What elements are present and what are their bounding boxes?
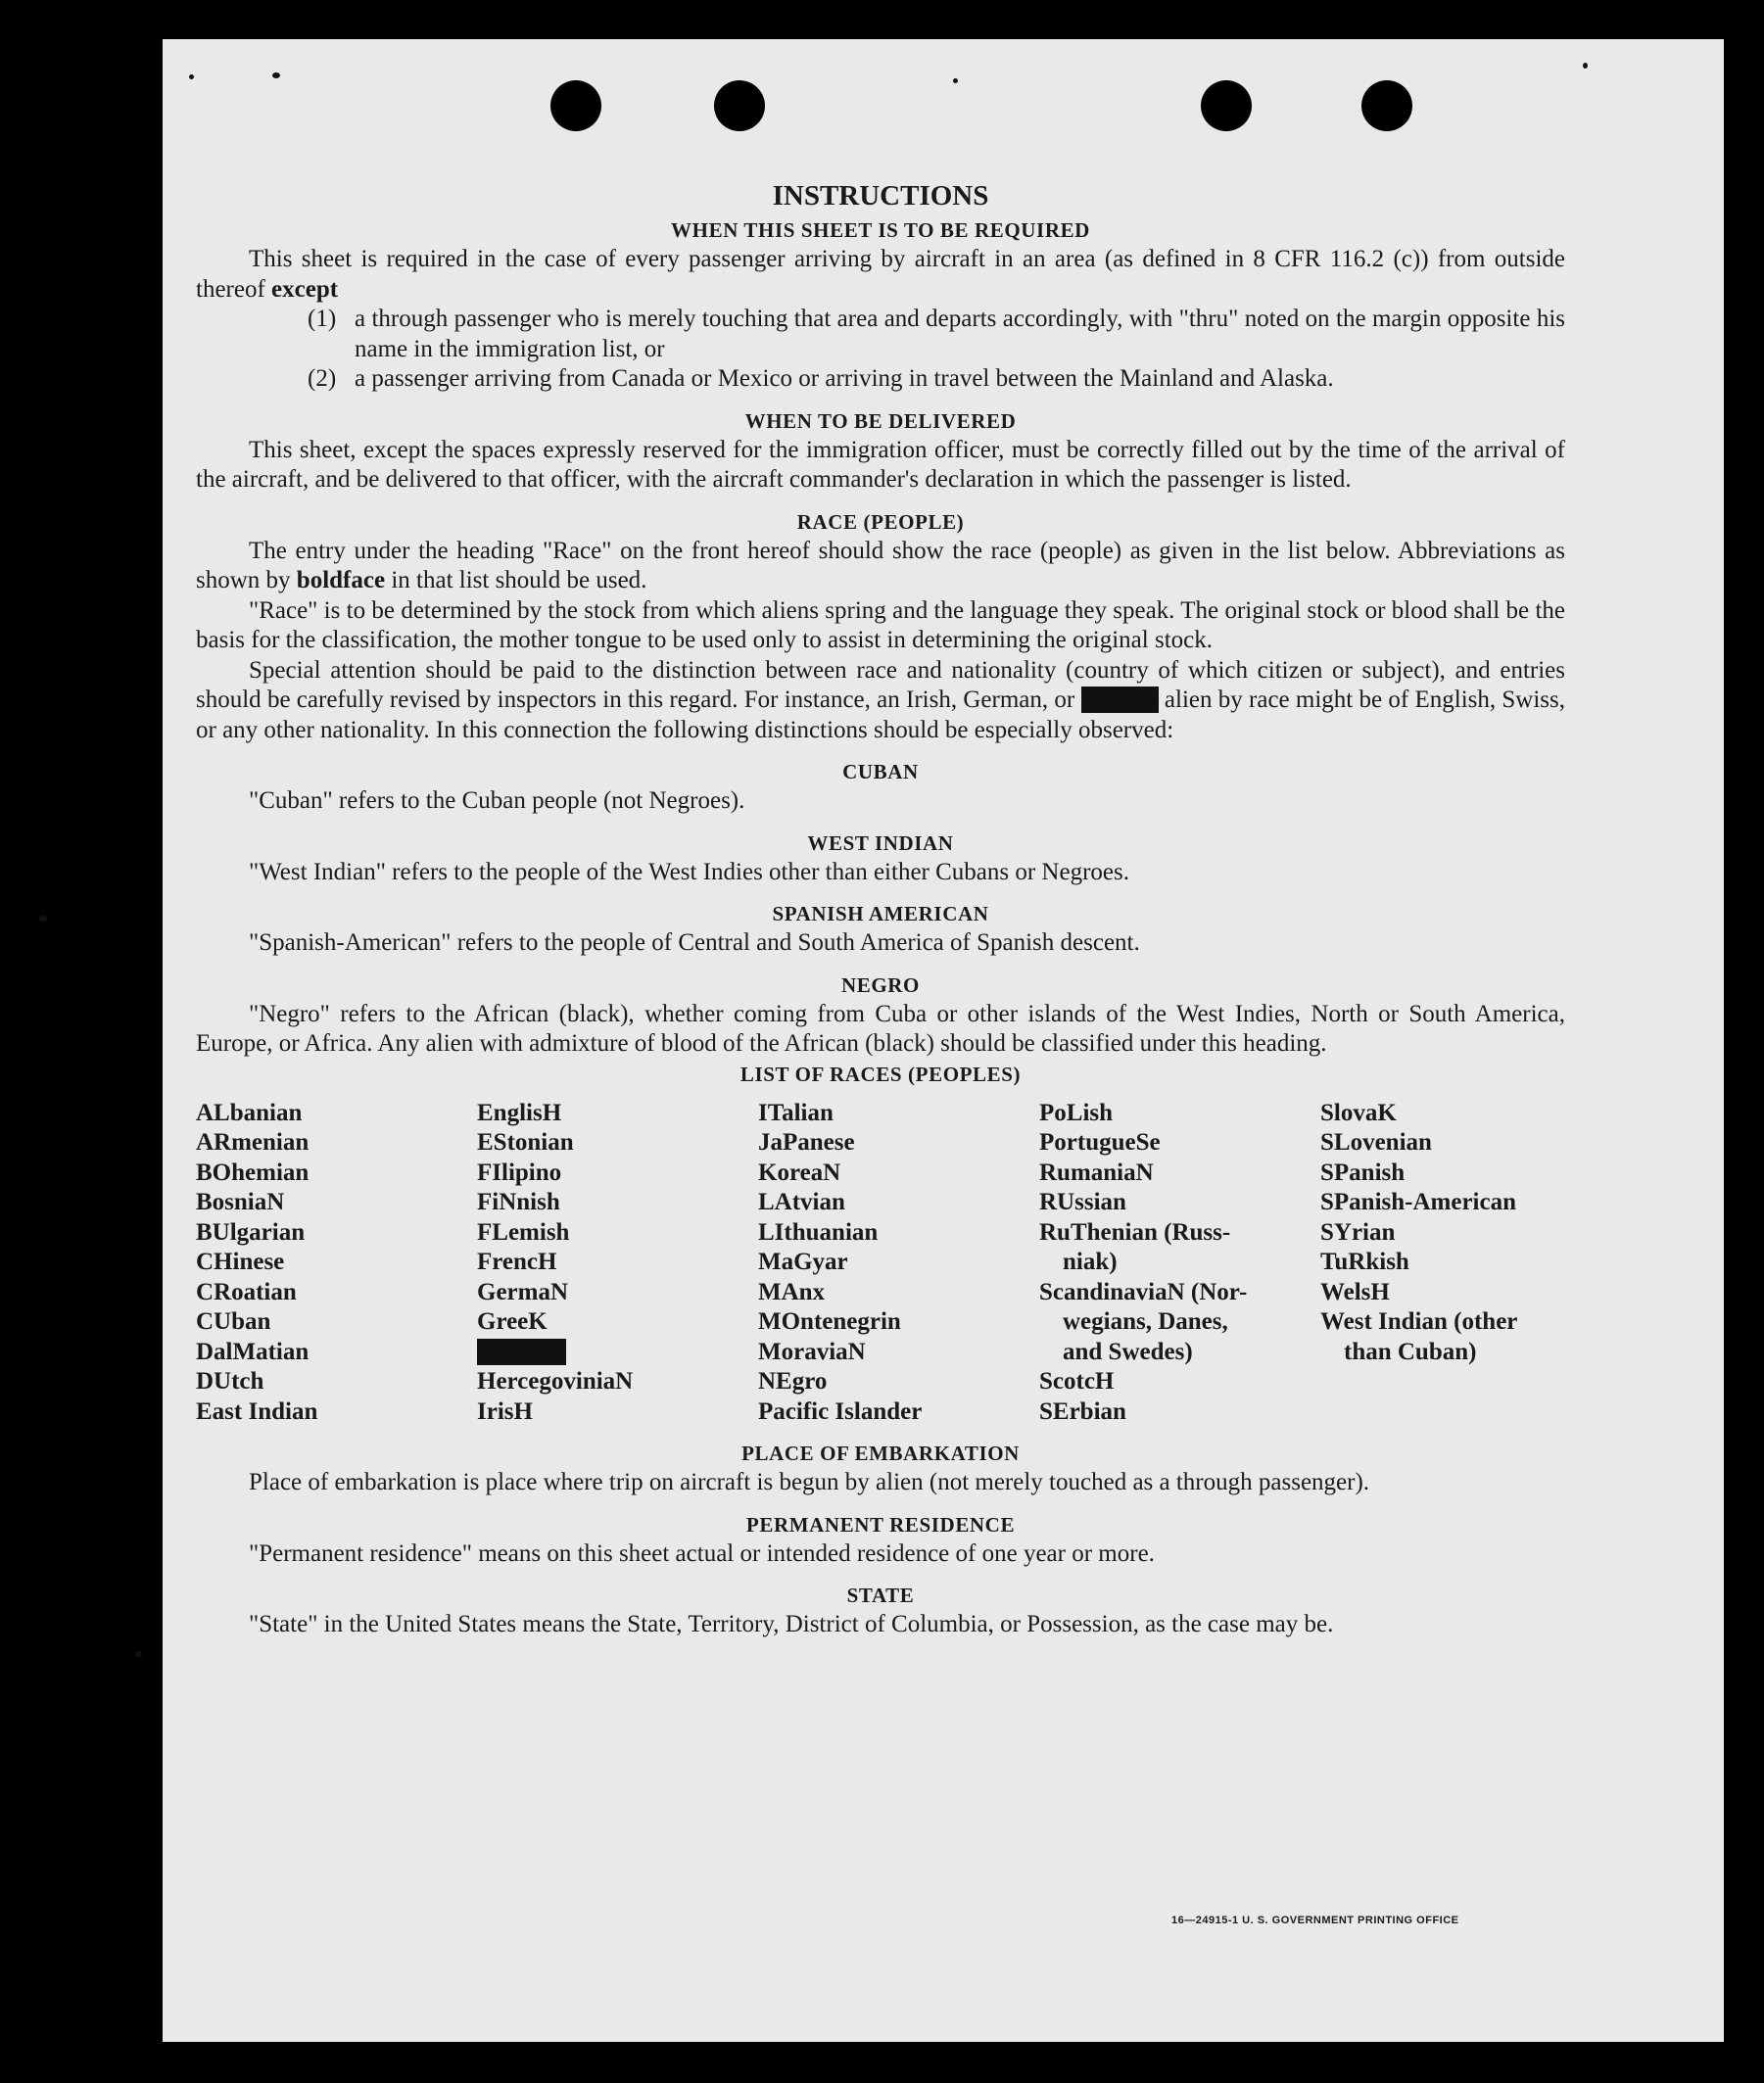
state-text: "State" in the United States means the State, Territory, District of Columbia, or Possession, as the case may be.	[249, 1611, 1334, 1637]
document-page	[163, 39, 1724, 2042]
races-column-5	[1320, 1099, 1565, 1428]
scan-speck	[39, 916, 47, 922]
redacted-word: Hebrew	[1080, 686, 1159, 713]
scan-speck	[135, 1651, 142, 1657]
exception-item-2: (2) a passenger arriving from Canada or Mexico or arriving in travel between the Mainland and Alaska.	[308, 365, 1334, 392]
race-item: CHinese	[196, 1249, 285, 1275]
races-column-2	[477, 1099, 758, 1428]
race-item-continued: than Cuban)	[1344, 1338, 1477, 1365]
race-item: ITalian	[758, 1099, 834, 1126]
race-item: NEgro	[758, 1368, 828, 1395]
scan-speck	[953, 78, 958, 83]
race-item: JaPanese	[758, 1129, 855, 1156]
race-paragraph-3: Special attention should be paid to the distinction between race and nationality (country of which citizen or subject), and entries should be carefully revised by inspectors in this regard. For instance, an Irish, German, or Hebrew alien by race might be of English, Swiss, or any other nationality. In this connection the following distinctions should be especially observed:	[196, 656, 1565, 743]
race-item: MOntenegrin	[758, 1308, 901, 1335]
race-item: IrisH	[477, 1397, 533, 1425]
race-item: EnglisH	[477, 1099, 562, 1126]
race-item-continued: and Swedes)	[1063, 1338, 1193, 1365]
races-column-3	[758, 1099, 1039, 1428]
embarkation-text: Place of embarkation is place where trip on aircraft is begun by alien (not merely touched as a through passenger).	[249, 1469, 1370, 1495]
heading-west-indian: WEST INDIAN	[807, 830, 954, 855]
race-item: WelsH	[1320, 1278, 1390, 1305]
race-item: SYrian	[1320, 1218, 1396, 1246]
when-required-intro: This sheet is required in the case of every passenger arriving by aircraft in an area (as defined in 8 CFR 116.2 (c)) from outside thereof except	[196, 246, 1565, 303]
printing-office-code: 16—24915-1 U. S. GOVERNMENT PRINTING OFFICE	[1171, 1915, 1459, 1926]
race-item: ScotcH	[1039, 1368, 1115, 1395]
race-item: EStonian	[477, 1129, 574, 1156]
scan-speck	[272, 72, 280, 78]
heading-cuban: CUBAN	[842, 760, 919, 783]
race-item: ALbanian	[196, 1099, 303, 1126]
race-item: West Indian (other	[1320, 1308, 1518, 1335]
race-item: PoLish	[1039, 1099, 1114, 1126]
scan-speck	[1583, 63, 1588, 69]
race-item-continued: wegians, Danes,	[1063, 1308, 1228, 1335]
race-item: GermaN	[477, 1278, 569, 1305]
when-delivered-text: This sheet, except the spaces expressly reserved for the immigration officer, must be correctly filled out by the time of the arrival of the aircraft, and be delivered to that officer, with the aircraft commander's declaration in which the passenger is listed.	[196, 436, 1565, 493]
race-item: ScandinaviaN (Nor-	[1039, 1278, 1248, 1305]
races-list	[196, 1099, 1565, 1428]
punch-hole-4	[1361, 80, 1412, 131]
cuban-text: "Cuban" refers to the Cuban people (not Negroes).	[249, 787, 745, 814]
race-item: SlovaK	[1320, 1099, 1397, 1126]
race-item: KoreaN	[758, 1159, 841, 1186]
race-item: SLovenian	[1320, 1129, 1432, 1156]
race-item: FiNnish	[477, 1189, 560, 1215]
race-item: HercegoviniaN	[477, 1368, 634, 1395]
race-item: CUban	[196, 1308, 271, 1335]
race-paragraph-2: "Race" is to be determined by the stock from which aliens spring and the language they speak. The original stock or blood shall be the basis for the classification, the mother tongue to be used only to assist in determining the original stock.	[196, 596, 1565, 653]
races-column-4	[1039, 1099, 1320, 1428]
race-item: MoraviaN	[758, 1338, 866, 1365]
scan-speck	[189, 74, 194, 79]
permanent-residence-text: "Permanent residence" means on this sheet actual or intended residence of one year or more.	[249, 1539, 1155, 1567]
race-item: FLemish	[477, 1218, 570, 1246]
punch-hole-1	[550, 80, 601, 131]
west-indian-text: "West Indian" refers to the people of the West Indies other than either Cubans or Negroes.	[249, 858, 1129, 885]
race-item: BOhemian	[196, 1159, 310, 1186]
race-item: MaGyar	[758, 1249, 848, 1275]
heading-when-delivered: WHEN TO BE DELIVERED	[744, 408, 1017, 433]
race-item: Pacific Islander	[758, 1397, 923, 1425]
race-item: ARmenian	[196, 1129, 310, 1156]
negro-text: "Negro" refers to the African (black), whether coming from Cuba or other islands of the West Indies, North or South America, Europe, or Africa. Any alien with admixture of blood of the African (black) should be classified under this heading.	[196, 1000, 1565, 1057]
heading-spanish-american: SPANISH AMERICAN	[772, 902, 989, 925]
race-item: SErbian	[1039, 1397, 1126, 1425]
race-item: BUlgarian	[196, 1218, 306, 1246]
race-item: DalMatian	[196, 1338, 310, 1365]
race-item: SPanish-American	[1320, 1189, 1516, 1215]
heading-state: STATE	[846, 1584, 915, 1607]
race-item: RuThenian (Russ-	[1039, 1218, 1231, 1246]
race-item: LAtvian	[758, 1189, 845, 1215]
race-item: SPanish	[1320, 1159, 1406, 1186]
heading-negro: NEGRO	[840, 972, 920, 997]
heading-permanent-residence: PERMANENT RESIDENCE	[745, 1512, 1016, 1537]
heading-race: RACE (PEOPLE)	[796, 509, 965, 534]
race-item: RUssian	[1039, 1189, 1126, 1215]
race-item: East Indian	[196, 1397, 318, 1425]
race-item: PortugueSe	[1039, 1129, 1161, 1156]
spanish-american-text: "Spanish-American" refers to the people of Central and South America of Spanish descent.	[249, 929, 1140, 956]
race-paragraph-1: The entry under the heading "Race" on the front hereof should show the race (people) as given in the list below. Abbreviations as shown by boldface in that list should be used.	[196, 537, 1565, 593]
punch-hole-3	[1201, 80, 1252, 131]
race-item: MAnx	[758, 1278, 826, 1305]
heading-embarkation: PLACE OF EMBARKATION	[741, 1442, 1020, 1465]
races-column-1	[196, 1099, 477, 1428]
race-item: DUtch	[196, 1368, 264, 1395]
page-title: INSTRUCTIONS	[772, 180, 989, 212]
race-item: RumaniaN	[1039, 1159, 1154, 1186]
exception-item-1: (1) a through passenger who is merely touching that area and departs accordingly, with "thru" noted on the margin opposite his name in the immigration list, or	[308, 306, 1565, 362]
race-item: LIthuanian	[758, 1218, 879, 1246]
race-item: FIlipino	[477, 1159, 562, 1186]
race-item: TuRkish	[1320, 1249, 1409, 1275]
race-item: CRoatian	[196, 1278, 297, 1305]
race-item: BosniaN	[196, 1189, 285, 1215]
race-item: GreeK	[477, 1308, 548, 1335]
race-item-continued: niak)	[1063, 1249, 1118, 1275]
race-item-redacted: HebreW	[477, 1338, 567, 1365]
instructions-content	[196, 176, 1565, 1640]
heading-when-required: WHEN THIS SHEET IS TO BE REQUIRED	[671, 218, 1090, 242]
race-item: FrencH	[477, 1249, 557, 1275]
heading-list-of-races: LIST OF RACES (PEOPLES)	[739, 1062, 1022, 1086]
punch-hole-2	[714, 80, 765, 131]
